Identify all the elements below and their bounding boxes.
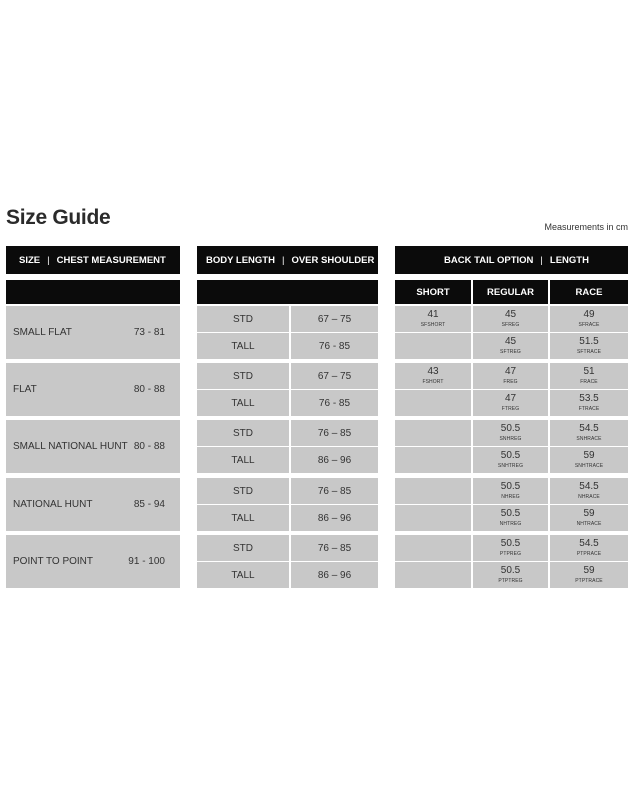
length-type-label: STD xyxy=(233,427,253,439)
over-shoulder-cell xyxy=(291,390,378,416)
size-name: SMALL NATIONAL HUNT xyxy=(13,440,128,452)
short-length-value: 43 xyxy=(427,366,439,377)
header-separator: | xyxy=(47,254,50,266)
regular-product-code: PTPTREG xyxy=(498,578,523,584)
race-tail-cell xyxy=(550,447,628,473)
body-length-header-label: BODY LENGTH xyxy=(206,254,275,266)
chest-measurement: 73 - 81 xyxy=(133,326,165,338)
short-tail-cell xyxy=(395,478,471,504)
over-shoulder-value: 76 – 85 xyxy=(317,485,352,497)
chest-header-label: CHEST MEASUREMENT xyxy=(56,254,166,266)
regular-length-value: 45 xyxy=(504,309,517,320)
race-column-header xyxy=(550,280,628,304)
short-tail-cell xyxy=(395,333,471,359)
size-chest-header xyxy=(6,246,180,274)
regular-length-value: 50.5 xyxy=(500,481,521,492)
short-product-code: FSHORT xyxy=(422,379,444,385)
over-shoulder-cell xyxy=(291,447,378,473)
race-product-code: NHTRACE xyxy=(576,521,602,527)
regular-product-code: SFTREG xyxy=(500,349,521,355)
over-shoulder-value: 67 – 75 xyxy=(317,370,352,382)
regular-product-code: PTPREG xyxy=(499,551,522,557)
size-header-label: SIZE xyxy=(19,254,41,266)
size-cell xyxy=(6,420,180,473)
length-subheader-bar xyxy=(197,280,378,304)
length-type-cell xyxy=(197,333,289,359)
size-name: POINT TO POINT xyxy=(13,555,94,567)
over-shoulder-cell xyxy=(291,505,378,531)
race-length-value: 54.5 xyxy=(579,423,599,434)
short-length-value: 41 xyxy=(427,309,439,320)
short-tail-cell xyxy=(395,363,471,389)
race-length-value: 51 xyxy=(583,366,595,377)
over-shoulder-value: 76 – 85 xyxy=(317,542,352,554)
over-shoulder-cell xyxy=(291,306,378,332)
regular-length-value: 50.5 xyxy=(500,450,521,461)
length-type-cell xyxy=(197,363,289,389)
regular-tail-cell xyxy=(473,562,548,588)
chest-measurement: 91 - 100 xyxy=(128,555,165,567)
race-length-value: 49 xyxy=(583,309,595,320)
regular-tail-cell xyxy=(473,535,548,561)
short-tail-cell xyxy=(395,306,471,332)
regular-tail-cell xyxy=(473,505,548,531)
chest-measurement: 85 - 94 xyxy=(133,498,165,510)
regular-length-value: 50.5 xyxy=(500,423,521,434)
regular-length-value: 47 xyxy=(504,393,517,404)
over-shoulder-value: 76 - 85 xyxy=(318,340,351,352)
race-length-value: 59 xyxy=(583,508,595,519)
regular-tail-cell xyxy=(473,447,548,473)
length-type-label: TALL xyxy=(231,569,255,581)
regular-tail-cell xyxy=(473,478,548,504)
units-note: Measurements in cm xyxy=(544,222,628,232)
regular-tail-cell xyxy=(473,333,548,359)
length-type-label: STD xyxy=(233,542,253,554)
race-product-code: SFRACE xyxy=(578,322,600,328)
size-subheader-bar xyxy=(6,280,180,304)
length-type-cell xyxy=(197,562,289,588)
header-separator: | xyxy=(281,254,285,266)
regular-length-value: 45 xyxy=(504,336,517,347)
back-tail-header-label: BACK TAIL OPTION xyxy=(444,254,534,266)
race-tail-cell xyxy=(550,478,628,504)
regular-product-code: SNHREG xyxy=(499,436,522,442)
regular-length-value: 50.5 xyxy=(500,538,521,549)
length-type-cell xyxy=(197,535,289,561)
back-tail-header xyxy=(395,246,628,274)
length-type-label: STD xyxy=(233,313,253,325)
race-product-code: PTPTRACE xyxy=(575,578,603,584)
over-shoulder-value: 67 – 75 xyxy=(317,313,352,325)
size-name: FLAT xyxy=(13,383,37,395)
over-shoulder-cell xyxy=(291,478,378,504)
race-tail-cell xyxy=(550,562,628,588)
regular-product-code: FREG xyxy=(503,379,518,385)
size-cell xyxy=(6,363,180,416)
length-type-cell xyxy=(197,447,289,473)
length-type-label: TALL xyxy=(231,512,255,524)
length-type-cell xyxy=(197,390,289,416)
race-product-code: SFTRACE xyxy=(576,349,602,355)
race-product-code: SNHRACE xyxy=(576,436,602,442)
race-product-code: FTRACE xyxy=(578,406,600,412)
race-tail-cell xyxy=(550,420,628,446)
race-tail-cell xyxy=(550,535,628,561)
length-type-cell xyxy=(197,505,289,531)
size-name: SMALL FLAT xyxy=(13,326,72,338)
length-type-label: STD xyxy=(233,485,253,497)
length-type-cell xyxy=(197,478,289,504)
chest-measurement: 80 - 88 xyxy=(133,383,165,395)
regular-tail-cell xyxy=(473,363,548,389)
race-product-code: NHRACE xyxy=(578,494,600,500)
short-tail-cell xyxy=(395,562,471,588)
page-title: Size Guide xyxy=(6,206,111,229)
race-tail-cell xyxy=(550,505,628,531)
regular-length-value: 50.5 xyxy=(500,508,521,519)
over-shoulder-value: 86 – 96 xyxy=(317,454,352,466)
over-shoulder-cell xyxy=(291,333,378,359)
regular-product-code: FTREG xyxy=(501,406,520,412)
race-tail-cell xyxy=(550,306,628,332)
short-column-header xyxy=(395,280,471,304)
regular-product-code: SFREG xyxy=(501,322,520,328)
over-shoulder-cell xyxy=(291,535,378,561)
length-header-label: LENGTH xyxy=(549,254,589,266)
body-length-header xyxy=(197,246,378,274)
over-shoulder-cell xyxy=(291,363,378,389)
short-tail-cell xyxy=(395,447,471,473)
length-type-cell xyxy=(197,420,289,446)
race-product-code: PTPRACE xyxy=(576,551,602,557)
regular-product-code: NHTREG xyxy=(499,521,522,527)
over-shoulder-value: 76 – 85 xyxy=(317,427,352,439)
length-type-cell xyxy=(197,306,289,332)
race-tail-cell xyxy=(550,363,628,389)
regular-tail-cell xyxy=(473,306,548,332)
size-cell xyxy=(6,478,180,531)
length-type-label: TALL xyxy=(231,454,255,466)
short-column-label: SHORT xyxy=(416,286,450,298)
over-shoulder-cell xyxy=(291,420,378,446)
length-type-label: TALL xyxy=(231,340,255,352)
race-length-value: 51.5 xyxy=(579,336,599,347)
race-length-value: 54.5 xyxy=(579,481,599,492)
regular-tail-cell xyxy=(473,390,548,416)
over-shoulder-value: 86 – 96 xyxy=(317,569,352,581)
over-shoulder-value: 76 - 85 xyxy=(318,397,351,409)
short-tail-cell xyxy=(395,535,471,561)
short-tail-cell xyxy=(395,420,471,446)
race-product-code: SNHTRACE xyxy=(574,463,604,469)
race-length-value: 59 xyxy=(583,565,595,576)
regular-length-value: 50.5 xyxy=(500,565,521,576)
race-column-label: RACE xyxy=(575,286,603,298)
regular-length-value: 47 xyxy=(504,366,517,377)
race-length-value: 53.5 xyxy=(579,393,599,404)
regular-product-code: SNHTREG xyxy=(497,463,524,469)
race-tail-cell xyxy=(550,333,628,359)
race-product-code: FRACE xyxy=(580,379,598,385)
regular-product-code: NHREG xyxy=(501,494,520,500)
regular-column-label: REGULAR xyxy=(487,286,534,298)
header-separator: | xyxy=(540,254,543,266)
chest-measurement: 80 - 88 xyxy=(133,440,165,452)
short-tail-cell xyxy=(395,390,471,416)
regular-column-header xyxy=(473,280,548,304)
length-type-label: STD xyxy=(233,370,253,382)
short-tail-cell xyxy=(395,505,471,531)
regular-tail-cell xyxy=(473,420,548,446)
size-cell xyxy=(6,535,180,588)
size-name: NATIONAL HUNT xyxy=(13,498,93,510)
over-shoulder-cell xyxy=(291,562,378,588)
over-shoulder-header-label: OVER SHOULDER xyxy=(291,254,375,266)
length-type-label: TALL xyxy=(231,397,255,409)
short-product-code: SFSHORT xyxy=(420,322,446,328)
size-cell xyxy=(6,306,180,359)
over-shoulder-value: 86 – 96 xyxy=(317,512,352,524)
race-tail-cell xyxy=(550,390,628,416)
race-length-value: 54.5 xyxy=(579,538,599,549)
race-length-value: 59 xyxy=(583,450,595,461)
